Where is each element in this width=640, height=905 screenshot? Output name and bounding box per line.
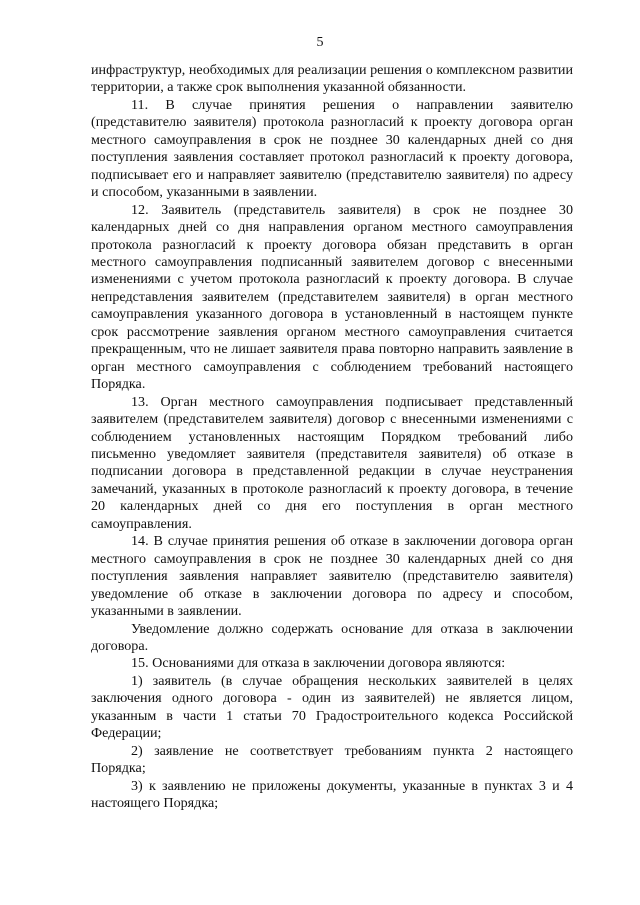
list-item-1: 1) заявитель (в случае обращения нескольких заявителей в целях заключения одного договора - один из заявителей) не является лицом, указанным в части 1 статьи 70 Градостроительного кодекса Российской Федерации;	[91, 672, 573, 742]
page-number: 5	[316, 35, 324, 50]
paragraph-item-13: 13. Орган местного самоуправления подписывает представленный заявителем (представителем заявителя) договор с внесенными изменениями с соблюдением установленных настоящим Порядком требований либо письменно уведомляет заявителя (представителя заявителя) об отказе в подписании договора в представленной редакции в случае неустранения замечаний, указанных в протоколе разногласий к проекту договора, в течение 20 календарных дней со дня его поступления в орган местного самоуправления.	[91, 393, 573, 532]
paragraph-item-15: 15. Основаниями для отказа в заключении договора являются:	[131, 655, 506, 672]
paragraph-notice-requirement: Уведомление должно содержать основание для отказа в заключении договора.	[91, 620, 573, 654]
paragraph-item-11: 11. В случае принятия решения о направлении заявителю (представителю заявителя) протокола разногласий к проекту договора орган местного самоуправления в срок не позднее 30 календарных дней со дня поступления заявления составляет протокол разногласий к проекту договора, подписывает его и направляет заявителю (представителю заявителя) по адресу и способом, указанными в заявлении.	[91, 96, 573, 201]
paragraph-continuation: инфраструктур, необходимых для реализации решения о комплексном развитии территории, а также срок выполнения указанной обязанности.	[91, 62, 573, 96]
list-item-2: 2) заявление не соответствует требованиям пункта 2 настоящего Порядка;	[91, 742, 573, 777]
paragraph-item-12: 12. Заявитель (представитель заявителя) в срок не позднее 30 календарных дней со дня направления органом местного самоуправления протокола разногласий к проекту договора обязан представить в орган местного самоуправления подписанный заявителем договор с внесенными изменениями с учетом протокола разногласий к проекту договора. В случае непредставления заявителем (представителем заявителя) в орган местного самоуправления указанного договора в установленный в настоящем пункте срок рассмотрение заявления органом местного самоуправления считается прекращенным, что не лишает заявителя права повторно направить заявление в орган местного самоуправления с соблюдением требований настоящего Порядка.	[91, 201, 573, 393]
list-item-3: 3) к заявлению не приложены документы, указанные в пунктах 3 и 4 настоящего Порядка;	[91, 777, 573, 812]
paragraph-item-14: 14. В случае принятия решения об отказе в заключении договора орган местного самоуправления в срок не позднее 30 календарных дней со дня поступления заявления направляет заявителю (представителю заявителя) уведомление об отказе в заключении договора по адресу и способом, указанными в заявлении.	[91, 533, 573, 620]
document-body	[91, 62, 573, 812]
